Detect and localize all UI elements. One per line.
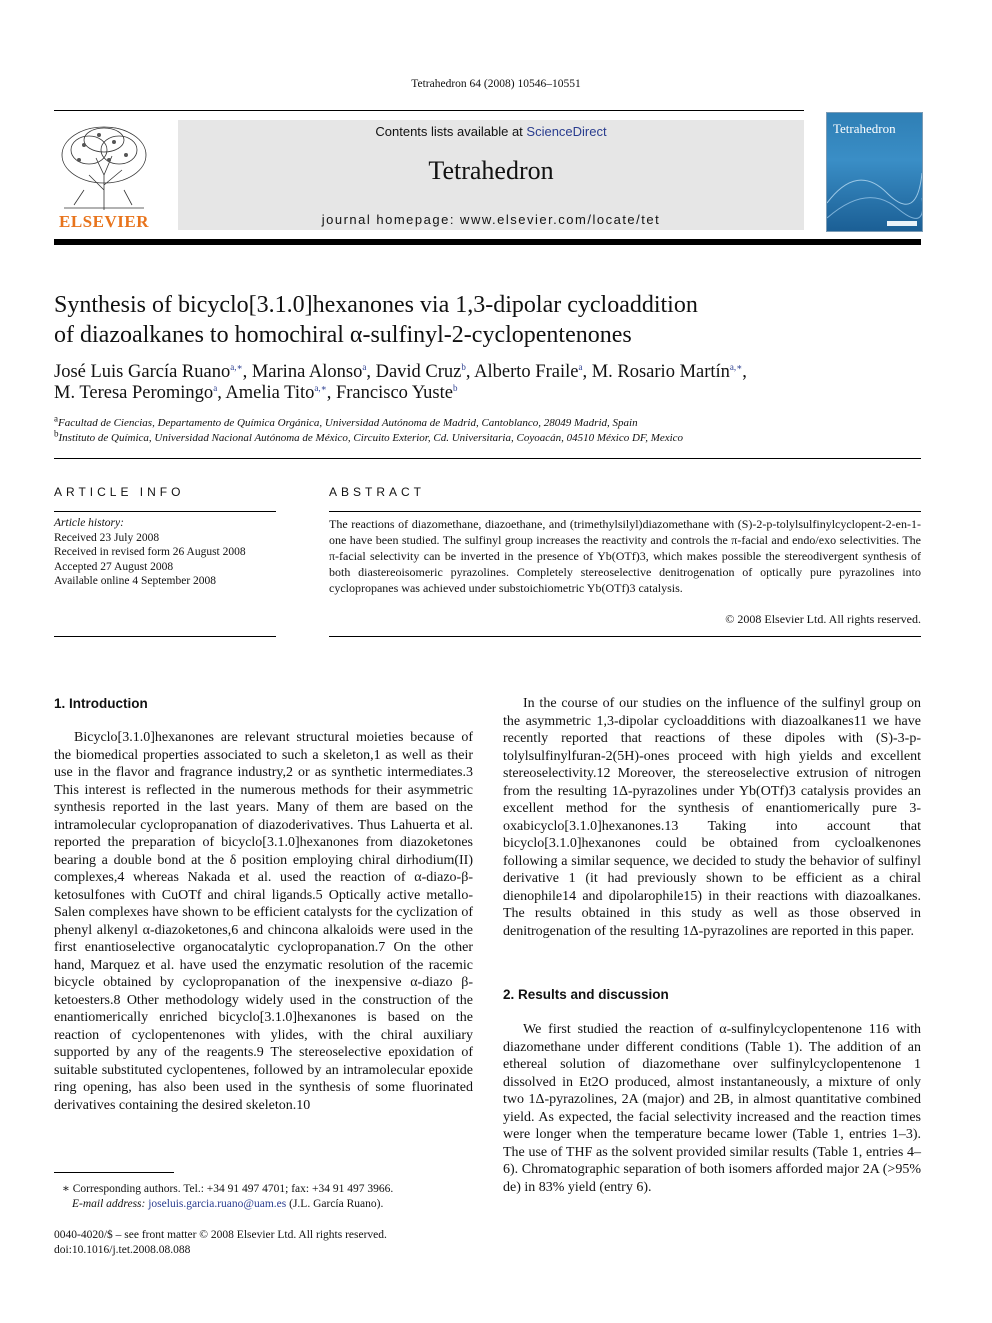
author[interactable]: Francisco Yuste$^b$ xyxy=(335,382,458,403)
affiliations xyxy=(54,413,924,445)
affiliation-b: $^b$Instituto de Química, Universidad Nacional Autónoma de México, Circuito Exterior, Cd. Universitaria, Coyoacán, 04510 México DF, Mexico xyxy=(54,427,684,444)
author[interactable]: José Luis García Ruano$^{a,∗}$ xyxy=(54,361,243,382)
title-line-2: of diazoalkanes to homochiral α-sulfinyl-2-cyclopentenones xyxy=(54,322,632,348)
results-heading: 2. Results and discussion xyxy=(503,987,669,1002)
history-label: Article history: xyxy=(54,517,124,529)
right-paragraph-1: In the course of our studies on the influence of the sulfinyl group on the asymmetric 1,3-dipolar cycloadditions with diazoalkanes11 we have recently reported that reactions of these dipoles with (S)-3-p-tolylsulfinylfuran-2(5H)-ones proceed with high yields and excellent stereoselectivity.12 Moreover, the stereoselective extrusion of nitrogen from the resulting 1Δ-pyrazolines under Yb(OTf)3 catalysis provides an excellent method for the synthesis of enantiomerically pure 3-oxabicyclo[3.1.0]hexanones.13 Taking into account that bicyclo[3.1.0]hexanones could be obtained from cycloalkenones following a similar sequence, we decided to study the behavior of sulfinyl derivative 1 (it had previously shown to be efficient as a chiral dienophile14 and dipolarophile15) in their reactions with diazoalkanes. The results obtained in this study as well as those observed in denitrogenation of the resulting 1Δ-pyrazolines are reported in this paper. xyxy=(503,696,921,939)
front-matter xyxy=(54,1228,494,1258)
author[interactable]: David Cruz$^b$ xyxy=(375,361,466,382)
author[interactable]: M. Teresa Peromingo$^a$ xyxy=(54,382,218,403)
cover-pattern-icon xyxy=(827,143,922,231)
history-received: Received 23 July 2008 xyxy=(54,531,160,544)
abstract-rule xyxy=(329,511,921,512)
affiliation-a: $^a$Facultad de Ciencias, Departamento de Química Orgánica, Universidad Autónoma de Madrid, Cantoblanco, 28049 Madrid, Spain xyxy=(54,413,638,429)
issn-line: 0040-4020/$ – see front matter © 2008 Elsevier Ltd. All rights reserved. xyxy=(54,1229,387,1241)
header-top-rule xyxy=(54,110,804,111)
header-thick-rule xyxy=(54,239,921,245)
article-history xyxy=(54,516,276,589)
contents-prefix: Contents lists available at xyxy=(375,124,527,139)
intro-paragraph: Bicyclo[3.1.0]hexanones are relevant structural moieties because of the biomedical properties associated to such a skeleton,1 as well as their use in the flavor and fragrance industry,2 or as synthetic intermediates.3 This interest is reflected in the numerous methods for their asymmetric synthesis reported in the last years. Many of them are based on the intramolecular cyclopropanation of diazoderivatives. Thus Lahuerta et al. reported the preparation of bicyclo[3.1.0]hexanones from diazoketones bearing a double bond at the δ position employing chiral dirhodium(II) complexes,4 whereas Nakada et al. used the reaction of α-diazo-β-ketosulfones with CuOTf and chiral ligands.5 Optically active metallo-Salen complexes have shown to be efficient catalysts for the cyclization of phenyl alkenyl α-diazoketones,6 and chincona alkaloids were used in the first enantioselective organocatalytic cyclopropanation.7 On the other hand, Marquez et al. have used the enzymatic resolution of the racemic bicycle obtained by cyclopropanation of the inexpensive α-diazo β-ketoesters.8 Other methodology widely used in the construction of the enantiomerically enriched bicyclo[3.1.0]hexanones is based on the reaction of cyclopentenones with ylides, with the chiral auxiliary supported by any of the reagents.9 The stereoselective epoxidation of suitable substituted cyclopentenes, followed by an intramolecular epoxide ring opening, has also been used in the synthesis of some fluorinated derivatives containing the desired skeleton.10 xyxy=(54,730,473,1113)
journal-cover xyxy=(826,112,923,232)
footnotes xyxy=(62,1182,482,1212)
abstract-bottom-rule xyxy=(329,636,921,637)
email-note: E-mail address: joseluis.garcia.ruano@uam.es (J.L. García Ruano). xyxy=(72,1198,384,1210)
history-accepted: Accepted 27 August 2008 xyxy=(54,560,174,573)
sciencedirect-link[interactable]: ScienceDirect xyxy=(526,124,607,139)
article-title xyxy=(54,290,924,350)
author[interactable]: Amelia Tito$^{a,∗}$ xyxy=(225,382,327,403)
history-revised: Received in revised form 26 August 2008 xyxy=(54,546,246,558)
journal-homepage[interactable]: journal homepage: www.elsevier.com/locate/tet xyxy=(321,212,661,227)
doi-line[interactable]: doi:10.1016/j.tet.2008.08.088 xyxy=(54,1244,191,1256)
results-paragraph: We first studied the reaction of α-sulfinylcyclopentenone 116 with diazomethane under different conditions (Table 1). The addition of an ethereal solution of diazomethane over sulfinylcyclopentenone 1 dissolved in Et2O produced, almost instantaneously, a mixture of only two 1Δ-pyrazolines, 2A (major) and 2B, in almost quantitative combined yield. As expected, the facial selectivity increased and the reaction times were longer when the temperature became lower (Table 1, entries 1–3). The use of THF as the solvent provided similar results (Table 1, entries 4–6). Chromatographic separation of both isomers afforded major 2A (>95% de) in 83% yield (entry 6). xyxy=(503,1022,921,1195)
corresponding-note: ∗ Corresponding authors. Tel.: +34 91 497 4701; fax: +34 91 497 3966. xyxy=(62,1183,394,1195)
affiliation-rule xyxy=(54,458,921,459)
journal-citation: Tetrahedron 64 (2008) 10546–10551 xyxy=(411,78,581,90)
history-online: Available online 4 September 2008 xyxy=(54,575,217,587)
publisher-logo-text: ELSEVIER xyxy=(59,212,149,231)
article-info-bottom-rule xyxy=(54,636,276,637)
footnote-rule xyxy=(54,1172,174,1173)
abstract-heading: ABSTRACT xyxy=(329,485,426,499)
article-info-rule xyxy=(54,511,276,512)
intro-heading: 1. Introduction xyxy=(54,696,148,711)
title-line-1: Synthesis of bicyclo[3.1.0]hexanones via 1,3-dipolar cycloaddition xyxy=(54,292,698,318)
copyright: © 2008 Elsevier Ltd. All rights reserved. xyxy=(725,612,921,626)
journal-name: Tetrahedron xyxy=(428,156,554,185)
email-link[interactable]: joseluis.garcia.ruano@uam.es xyxy=(148,1198,287,1210)
author[interactable]: M. Rosario Martín$^{a,∗}$ xyxy=(591,361,743,382)
cover-title: Tetrahedron xyxy=(833,121,896,136)
article-info-heading: ARTICLE INFO xyxy=(54,485,185,499)
contents-line xyxy=(178,124,804,139)
author[interactable]: Alberto Fraile$^a$ xyxy=(474,361,583,382)
elsevier-tree-icon xyxy=(54,120,154,212)
author-list: José Luis García Ruano$^{a,∗}$, Marina Alonso$^a$, David Cruz$^b$, Alberto Fraile$^a$, M. Rosario Martín$^{a,∗}$, M. Teresa Peromingo$^a$, Amelia Tito$^{a,∗}$, Francisco Yuste$^b$ xyxy=(54,361,747,403)
author[interactable]: Marina Alonso$^a$ xyxy=(251,361,367,382)
journal-banner xyxy=(178,120,804,230)
abstract-text: The reactions of diazomethane, diazoethane, and (trimethylsilyl)diazomethane with (S)-2-p-tolylsulfinylcyclopent-2-en-1-one have been studied. The sulfinyl group increases the reactivity and controls the π-facial and endo/exo selectivities. The π-facial selectivity can be inverted in the presence of Yb(OTf)3, which makes possible the stereodivergent synthesis of both diastereoisomeric pyrazolines. Completely stereoselective denitrogenation of optically pure pyrazolines into cyclopropanes was achieved under substoichiometric Yb(OTf)3 catalysis. xyxy=(329,517,921,595)
elsevier-logo xyxy=(54,120,154,232)
